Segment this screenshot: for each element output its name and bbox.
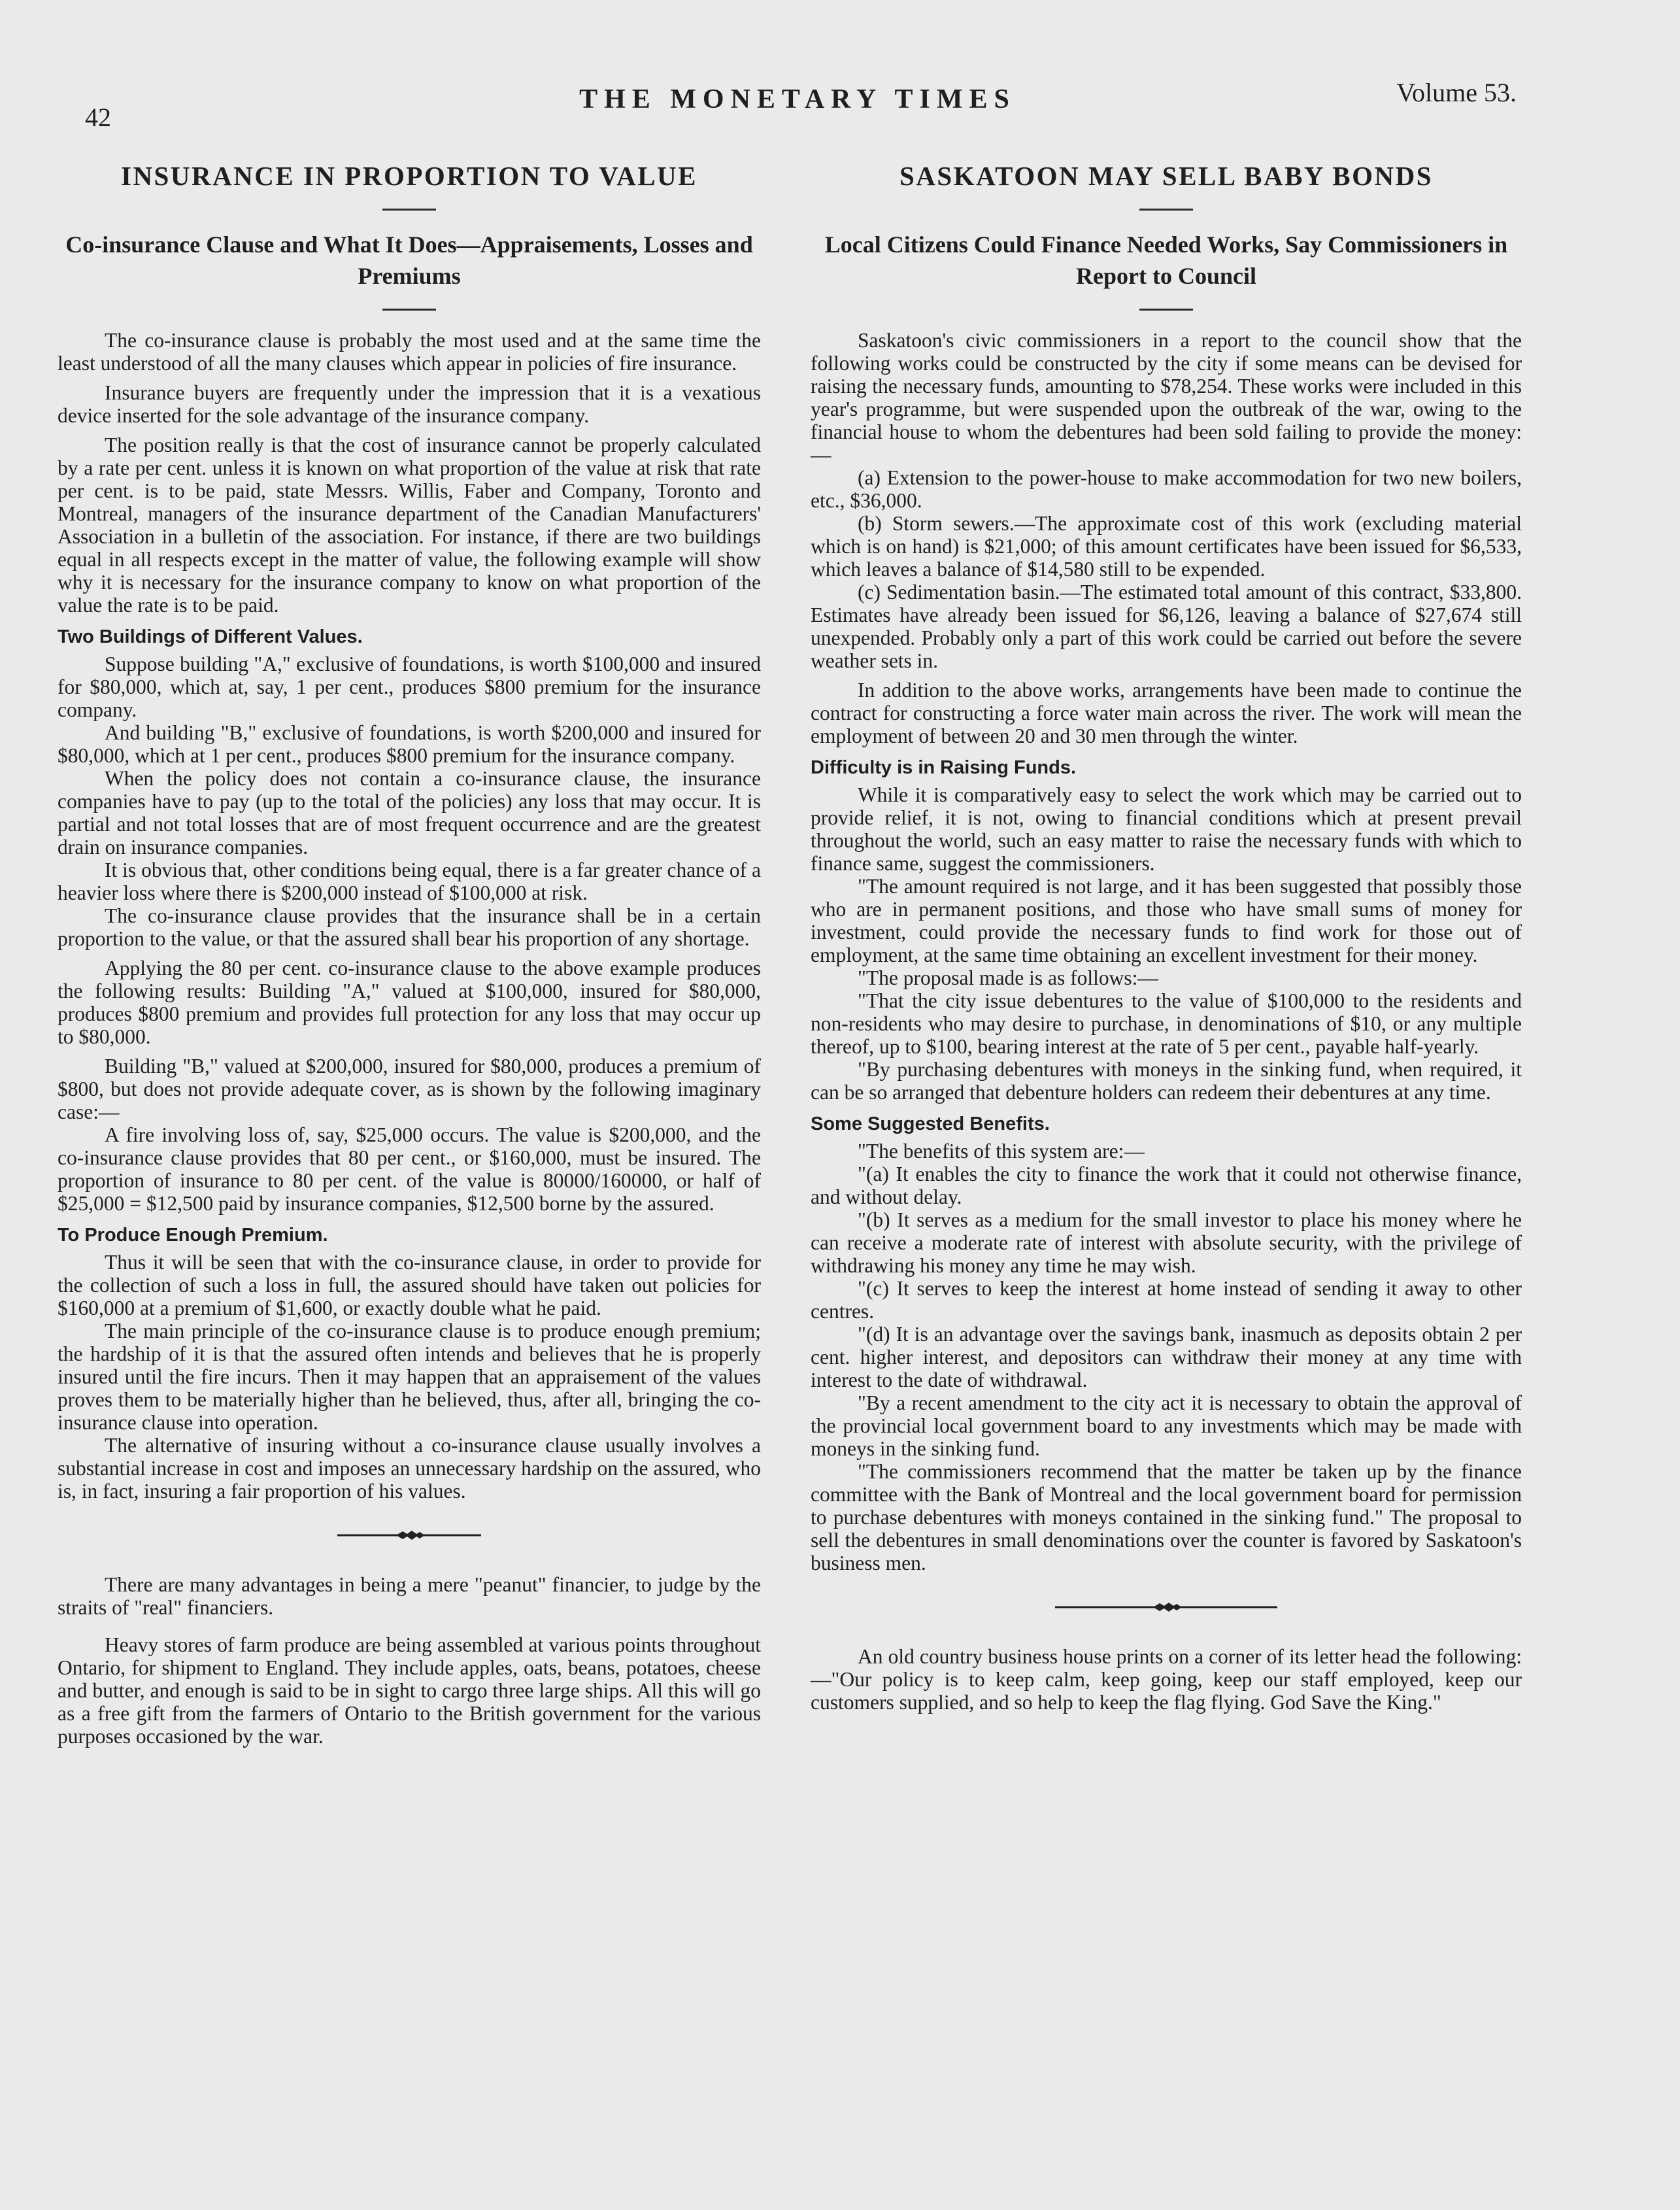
article-subhead: Co-insurance Clause and What It Does—Appraisements, Losses and Premiums xyxy=(65,231,753,289)
paragraph: (c) Sedimentation basin.—The estimated total amount of this contract, $33,800. Estimates have already been issued for $6,126, leaving a balance of $27,674 still unexpended. Probably only a part of this work could be carried out before the severe weather sets in. xyxy=(811,581,1522,672)
paragraph: And building "B," exclusive of foundations, is worth $200,000 and insured for $80,000, which at 1 per cent., produces $800 premium for the insurance company. xyxy=(58,721,761,767)
paragraph: Insurance buyers are frequently under the impression that it is a vexatious device inserted for the sole advantage of the insurance company. xyxy=(58,381,761,427)
section-heading: Two Buildings of Different Values. xyxy=(58,626,363,647)
article-headline: SASKATOON MAY SELL BABY BONDS xyxy=(899,161,1434,191)
left-column xyxy=(58,147,761,1754)
paragraph: "(c) It serves to keep the interest at home instead of sending it away to other centres. xyxy=(811,1277,1522,1323)
paragraph: It is obvious that, other conditions being equal, there is a far greater chance of a heavier loss where there is $200,000 instead of $100,000 at risk. xyxy=(58,858,761,904)
paragraph: Applying the 80 per cent. co-insurance clause to the above example produces the following results: Building "A," valued at $100,000, insured for $80,000, produces $800 premium and provides full protection for any loss that may occur up to $80,000. xyxy=(58,957,761,1048)
paragraph: When the policy does not contain a co-insurance clause, the insurance companies have to pay (up to the total of the policies) any loss that may occur. It is partial and not total losses that are of most frequent occurrence and are the greatest drain on insurance companies. xyxy=(58,767,761,858)
paragraph: The co-insurance clause is probably the most used and at the same time the least understood of all the many clauses which appear in policies of fire insurance. xyxy=(58,329,761,375)
paragraph: The alternative of insuring without a co-insurance clause usually involves a substantial increase in cost and imposes an unnecessary hardship on the assured, who is, in fact, insuring a fair proportion of his values. xyxy=(58,1434,761,1503)
ornament-icon xyxy=(1055,1601,1277,1614)
page-number: 42 xyxy=(85,103,111,132)
paragraph: While it is comparatively easy to select the work which may be carried out to provide relief, it is not, owing to financial conditions which at present prevail throughout the world, such an easy matter to raise the necessary funds with which to finance same, suggest the commissioners. xyxy=(811,783,1522,875)
paragraph: "(b) It serves as a medium for the small investor to place his money where he can receive a moderate rate of interest with absolute security, with the privilege of withdrawing his money any time he may wish. xyxy=(811,1208,1522,1277)
paragraph: Saskatoon's civic commissioners in a report to the council show that the following works could be constructed by the city if some means can be devised for raising the necessary funds, amounting to $78,254. These works were included in this year's programme, but were suspended upon the outbreak of the war, owing to the financial house to whom the debentures had been sold failing to provide the money:— xyxy=(811,329,1522,466)
article-headline: INSURANCE IN PROPORTION TO VALUE xyxy=(120,161,698,191)
paragraph: The main principle of the co-insurance clause is to produce enough premium; the hardship of it is that the assured often intends and believes that he is properly insured until the fire incurs. Then it may happen that an appraisement of the values proves them to be materially higher than he believed, thus, after all, bringing the co-insurance clause into operation. xyxy=(58,1319,761,1434)
divider-rule xyxy=(1139,309,1193,311)
ornament-divider xyxy=(58,1523,761,1539)
section-heading: To Produce Enough Premium. xyxy=(58,1225,328,1246)
section-heading: Difficulty is in Raising Funds. xyxy=(811,757,1077,778)
paragraph: Thus it will be seen that with the co-insurance clause, in order to provide for the collection of such a loss in full, the assured should have taken out policies for $160,000 at a premium of $1,600, or exactly double what he paid. xyxy=(58,1251,761,1319)
paragraph: An old country business house prints on a corner of its letter head the following:—"Our policy is to keep calm, keep going, keep our staff employed, keep our customers supplied, and so help to keep the flag flying. God Save the King." xyxy=(811,1645,1522,1714)
masthead xyxy=(78,77,1517,132)
paragraph: "That the city issue debentures to the value of $100,000 to the residents and non-residents who may desire to purchase, in denominations of $10, or any multiple thereof, up to $100, bearing interest at the rate of 5 per cent., payable half-yearly. xyxy=(811,989,1522,1058)
paragraph: "(d) It is an advantage over the savings bank, inasmuch as deposits obtain 2 per cent. higher interest, and depositors can withdraw their money at any time with interest to the date of withdrawal. xyxy=(811,1323,1522,1391)
paragraph: "The commissioners recommend that the matter be taken up by the finance committee with the Bank of Montreal and the local government board for permission to purchase debentures with moneys contained in the sinking fund." The proposal to sell the debentures in small denominations over the counter is favored by Saskatoon's business men. xyxy=(811,1460,1522,1574)
divider-rule xyxy=(1139,209,1193,211)
paragraph: There are many advantages in being a mere "peanut" financier, to judge by the straits of "real" financiers. xyxy=(58,1573,761,1619)
publication-title: THE MONETARY TIMES xyxy=(579,84,1016,114)
paragraph: Heavy stores of farm produce are being assembled at various points throughout Ontario, for shipment to England. They include apples, oats, beans, potatoes, cheese and butter, and enough is said to be in sight to cargo three large ships. All this will go as a free gift from the farmers of Ontario to the British government for the various purposes occasioned by the war. xyxy=(58,1633,761,1748)
volume-label: Volume 53. xyxy=(1396,78,1517,107)
paragraph: The co-insurance clause provides that the insurance shall be in a certain proportion to the value, or that the assured shall bear his proportion of any shortage. xyxy=(58,904,761,950)
paragraph: "The benefits of this system are:— xyxy=(858,1140,1145,1163)
divider-rule xyxy=(382,309,436,311)
paragraph: "(a) It enables the city to finance the work that it could not otherwise finance, and without delay. xyxy=(811,1163,1522,1208)
paragraph: A fire involving loss of, say, $25,000 occurs. The value is $200,000, and the co-insurance clause provides that 80 per cent., or $160,000, must be insured. The proportion of insurance to 80 per cent. of the value is 80000/160000, or half of $25,000 = $12,500 paid by insurance companies, $12,500 borne by the assured. xyxy=(58,1123,761,1215)
section-heading: Some Suggested Benefits. xyxy=(811,1114,1050,1134)
paragraph: "By a recent amendment to the city act it is necessary to obtain the approval of the provincial local government board to any investments which may be made with moneys in the sinking fund. xyxy=(811,1391,1522,1460)
paragraph: Suppose building "A," exclusive of foundations, is worth $100,000 and insured for $80,000, which at, say, 1 per cent., produces $800 premium for the insurance company. xyxy=(58,653,761,721)
article-body xyxy=(811,329,1522,1714)
paragraph: (b) Storm sewers.—The approximate cost of this work (excluding material which is on hand) is $21,000; of this amount certificates have been issued for $6,533, which leaves a balance of $14,580 still to be expended. xyxy=(811,512,1522,581)
paragraph: "By purchasing debentures with moneys in the sinking fund, when required, it can be so arranged that debenture holders can redeem their debentures at any time. xyxy=(811,1058,1522,1104)
ornament-icon xyxy=(337,1529,481,1542)
article-subhead: Local Citizens Could Finance Needed Works, Say Commissioners in Report to Council xyxy=(824,231,1508,289)
ornament-divider xyxy=(811,1595,1522,1611)
paragraph: (a) Extension to the power-house to make accommodation for two new boilers, etc., $36,000. xyxy=(811,466,1522,512)
right-column xyxy=(811,147,1522,1720)
paragraph: "The amount required is not large, and it has been suggested that possibly those who are in permanent positions, and those who have small sums of money for investment, could provide the necessary funds to find work for those out of employment, at the same time obtaining an excellent investment for their money. xyxy=(811,875,1522,966)
paragraph: The position really is that the cost of insurance cannot be properly calculated by a rate per cent. unless it is known on what proportion of the value at risk that rate per cent. is to be paid, state Messrs. Willis, Faber and Company, Toronto and Montreal, managers of the insurance department of the Canadian Manufacturers' Association in a bulletin of the association. For instance, if there are two buildings equal in all respects except in the matter of value, the following example will show why it is necessary for the insurance company to know on what proportion of the value the rate is to be paid. xyxy=(58,434,761,617)
paragraph: "The proposal made is as follows:— xyxy=(858,966,1158,989)
divider-rule xyxy=(382,209,436,211)
article-body xyxy=(58,329,761,1748)
paragraph: Building "B," valued at $200,000, insured for $80,000, produces a premium of $800, but does not provide adequate cover, as is shown by the following imaginary case:— xyxy=(58,1055,761,1123)
paragraph: In addition to the above works, arrangements have been made to continue the contract for constructing a force water main across the river. The work will mean the employment of between 20 and 30 men through the winter. xyxy=(811,679,1522,747)
